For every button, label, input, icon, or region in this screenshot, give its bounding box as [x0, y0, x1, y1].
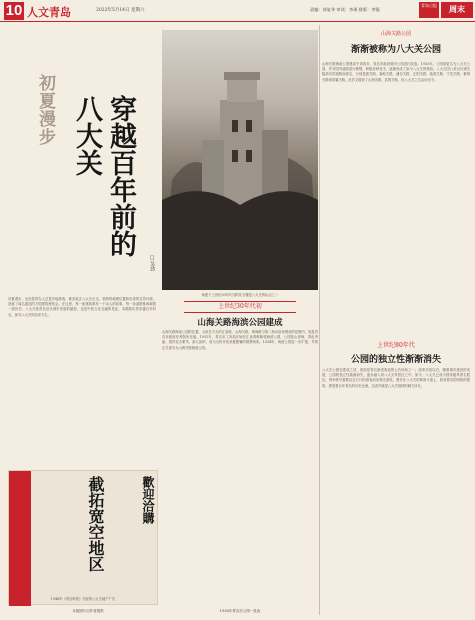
real-estate-ad — [8, 470, 158, 605]
article-title-independence: 公园的独立性渐渐消失 — [350, 355, 441, 365]
article-body-park: 山海关路海滨公园的位置，大致在今天的汇泉路、山海关路、黄海路与第二海水浴场围成的范围内，现是青岛市政府疗养院所在地。1931年，青岛市工务局开始在汇泉湾畔修建海滨公园，公园依山傍海，景色秀丽，园内花木繁茂，游人如织，成为当时市民消夏避暑的理想场所。1934年，海滨公园进一步扩建，并被正式命名为山海关路海滨公园。 — [162, 330, 318, 350]
ad-caption: 1948年《青岛时报》刊登的八大关地产广告 — [50, 597, 116, 601]
table-caption: 1936年青岛市公园一览表 — [219, 609, 261, 613]
newspaper-logo: 青岛日报 — [419, 2, 439, 18]
ad-right-text: 歡迎洽購 — [141, 476, 155, 524]
byline: □吴劲 — [149, 255, 155, 271]
banner-text: 上世纪30年代初 — [184, 301, 296, 313]
photo-caption: 始建于上世纪30年代初的花石楼是八大关的标志之一 — [201, 293, 279, 297]
article-body-independence: 八大关公园在建成之初，曾经是青岛最受欢迎的公共场所之一。改革开放以后，随着城市建设的发展，公园的独立性渐渐消失，逐步融入到八大关风景区之中。如今，八大关已成为国家级风景名胜区，每年吸引着数以百万计的游客前来观光游览。漫步在八大关的林荫小道上，欣赏着各国风格的建筑，感受着百年青岛的历史沧桑，这或许就是八大关独特的魅力所在。 — [322, 368, 470, 388]
castle-photo — [162, 30, 318, 290]
column-name: 初夏漫步 — [35, 74, 55, 146]
ad-red-band — [9, 471, 31, 606]
column-divider — [319, 25, 320, 615]
section-title: 人文青岛 — [27, 7, 71, 19]
ad-big-text: 截拓宽空地区 — [86, 476, 105, 572]
issue-date: 2022年5月14日 星期六 — [96, 8, 145, 13]
weekly-label: 周末 — [441, 2, 473, 18]
photo-source: 本版图片由作者提供 — [72, 609, 104, 613]
article-title-park: 山海关路海滨公园建成 — [197, 318, 283, 328]
article-body-badaguan: 山海关路海滨公园建成不到四年，青岛市政府便对公园进行改造。1935年，公园被更名为八大关公园，并对园内道路进行修整，种植各种花木，逐渐形成了如今八大关的格局。八大关因八条以长城关隘命名的道路而得名，分别是韶关路、嘉峪关路、涵谷关路、正阳关路、临淮关路、宁武关路、紫荆关路和居庸关路。此后又增加了山海关路、武胜关路，但八大关之名沿用至今。 — [322, 62, 470, 82]
page-number: 10 — [5, 2, 23, 19]
subhead-1980s: 上世纪80年代 — [377, 342, 415, 349]
article-title-badaguan: 渐渐被称为八大关公园 — [350, 45, 441, 55]
editor-credits: 责编：郭复华 审读：李瑛 排版：李锟 — [310, 7, 380, 12]
intro-text: 初夏漫步，无论是青岛人还是外地游客，都喜欢去八大关走走。独特的地理位置和优美的自然环境，造就了闻名遐迩的万国建筑博览会。在这里，每一座建筑都有一个动人的故事，每一条道路都承载着一段历史。八大关是青岛近代城市发展的缩影，也是中西文化交融的见证。本期我们将穿越百年时光，探寻八大关的前世今生。 — [8, 297, 156, 317]
subhead-park: 山海关路公园 — [380, 31, 411, 37]
header-rule — [0, 21, 475, 22]
section-banner-1930s — [184, 301, 296, 311]
headline: 穿越百年前的八大关 — [71, 95, 136, 257]
